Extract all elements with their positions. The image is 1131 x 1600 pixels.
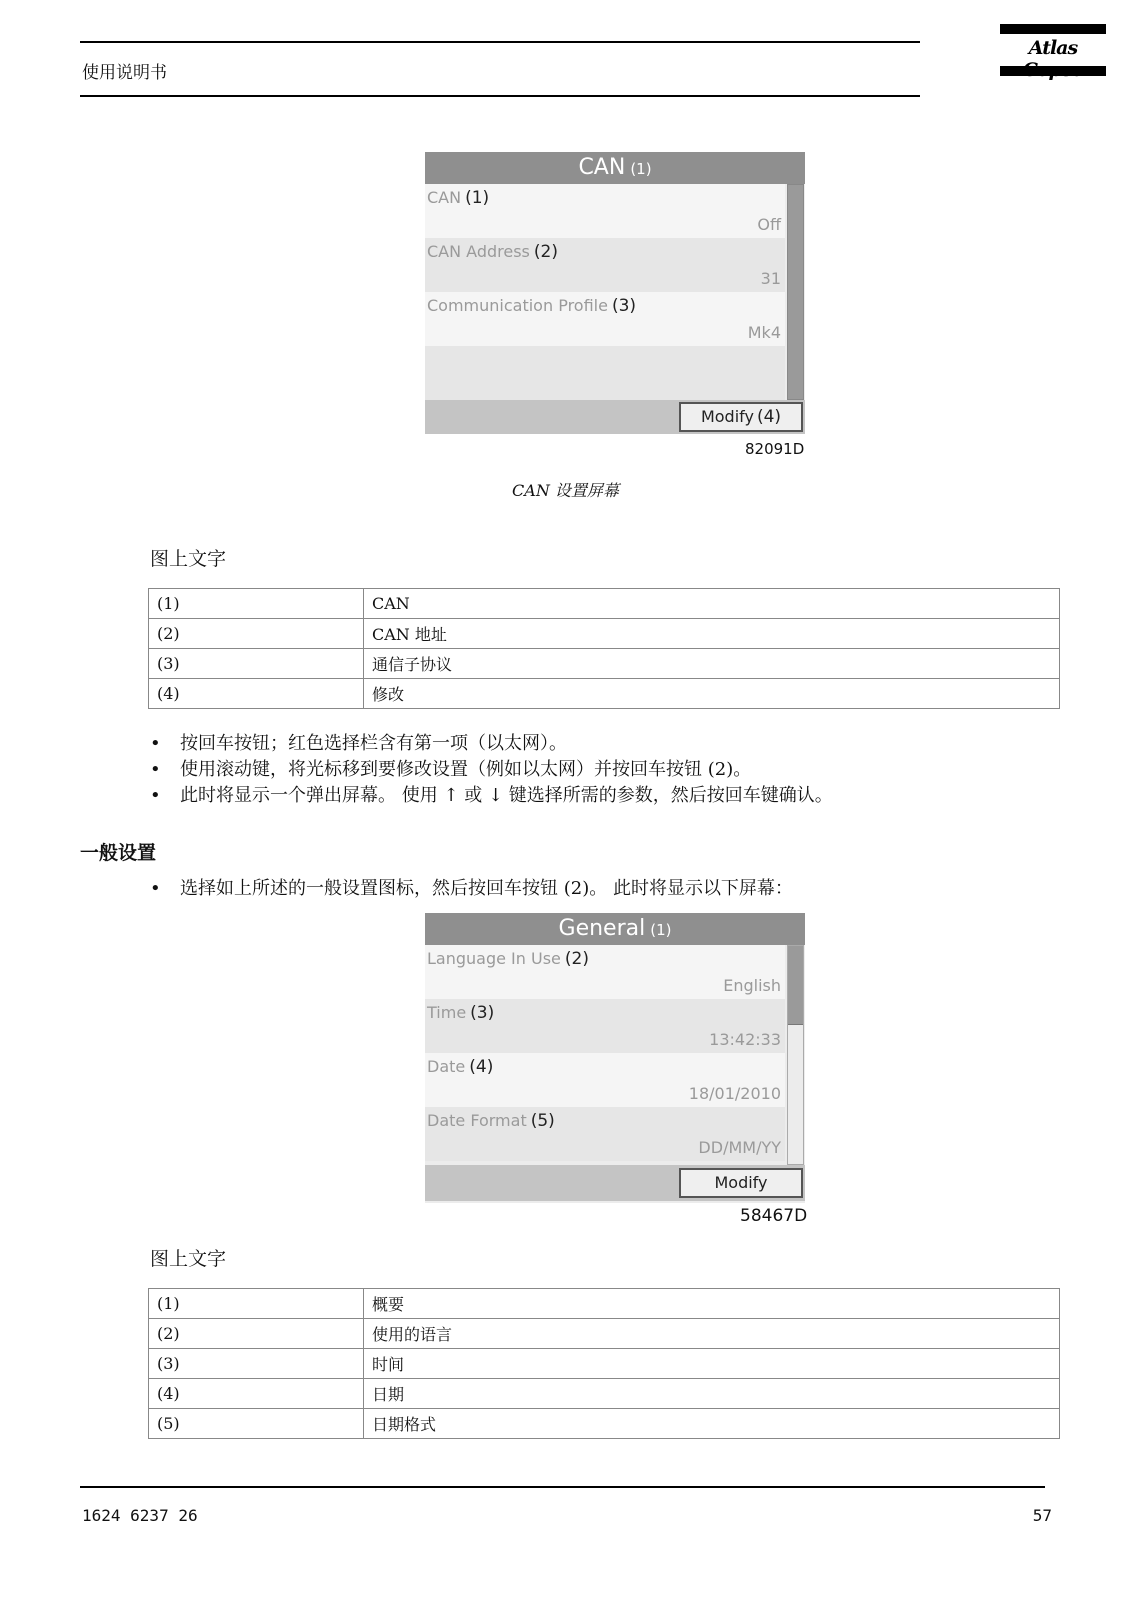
legend-table-can: [148, 588, 1060, 709]
table-row: (4) 日期: [149, 1379, 1060, 1409]
header-rule-top: [80, 41, 920, 43]
list-item: • 使用滚动键，将光标移到要修改设置（例如以太网）并按回车按钮 (2)。: [150, 757, 833, 783]
legend-label: 图上文字: [150, 548, 227, 570]
modify-button[interactable]: Modify: [679, 1168, 803, 1198]
general-row-language[interactable]: Language In Use (2) English: [425, 945, 785, 999]
general-row-date[interactable]: Date (4) 18/01/2010: [425, 1053, 785, 1107]
document-number: 1624 6237 26: [82, 1506, 198, 1525]
scrollbar-thumb[interactable]: [788, 946, 803, 1025]
list-item: • 选择如上所述的一般设置图标，然后按回车按钮 (2)。 此时将显示以下屏幕：: [150, 876, 793, 902]
can-row-can[interactable]: CAN (1) Off: [425, 184, 785, 238]
scrollbar[interactable]: [787, 184, 804, 400]
legend-label: 图上文字: [150, 1248, 227, 1270]
screen-title: General (1): [425, 913, 805, 945]
figure-id: 58467D: [740, 1206, 808, 1226]
general-row-date-format[interactable]: Date Format (5) DD/MM/YY: [425, 1107, 785, 1161]
instruction-list-can: [150, 731, 833, 809]
legend-table-general: [148, 1288, 1060, 1439]
footer-rule: [80, 1486, 1045, 1488]
figure-caption: CAN 设置屏幕: [512, 481, 619, 500]
figure-id: 82091D: [745, 440, 805, 458]
instruction-list-general: [150, 876, 793, 902]
can-settings-screen: [425, 152, 805, 434]
scrollbar-thumb[interactable]: [788, 185, 803, 399]
table-row: (4) 修改: [149, 679, 1060, 709]
can-row-address[interactable]: CAN Address (2) 31: [425, 238, 785, 292]
list-item: • 此时将显示一个弹出屏幕。 使用 ↑ 或 ↓ 键选择所需的参数，然后按回车键确认。: [150, 783, 833, 809]
scrollbar[interactable]: [787, 945, 804, 1165]
table-row: (1) CAN: [149, 589, 1060, 619]
table-row: (5) 日期格式: [149, 1409, 1060, 1439]
header-rule-bottom: [80, 95, 920, 97]
can-row-empty: [425, 346, 785, 400]
screen-footer: [425, 1165, 805, 1201]
atlas-copco-logo: Atlas: [1000, 24, 1106, 76]
general-settings-screen: [425, 913, 805, 1203]
screen-footer: [425, 400, 805, 434]
section-heading: 一般设置: [80, 842, 157, 864]
list-item: • 按回车按钮；红色选择栏含有第一项（以太网）。: [150, 731, 833, 757]
table-row: (3) 通信子协议: [149, 649, 1060, 679]
page-number: 57: [1032, 1506, 1052, 1525]
table-row: (1) 概要: [149, 1289, 1060, 1319]
table-row: (2) 使用的语言: [149, 1319, 1060, 1349]
screen-title: CAN (1): [425, 152, 805, 184]
can-row-profile[interactable]: Communication Profile (3) Mk4: [425, 292, 785, 346]
modify-button[interactable]: Modify (4): [679, 402, 803, 432]
general-row-time[interactable]: Time (3) 13:42:33: [425, 999, 785, 1053]
header-title: 使用说明书: [82, 63, 167, 83]
table-row: (3) 时间: [149, 1349, 1060, 1379]
table-row: (2) CAN 地址: [149, 619, 1060, 649]
